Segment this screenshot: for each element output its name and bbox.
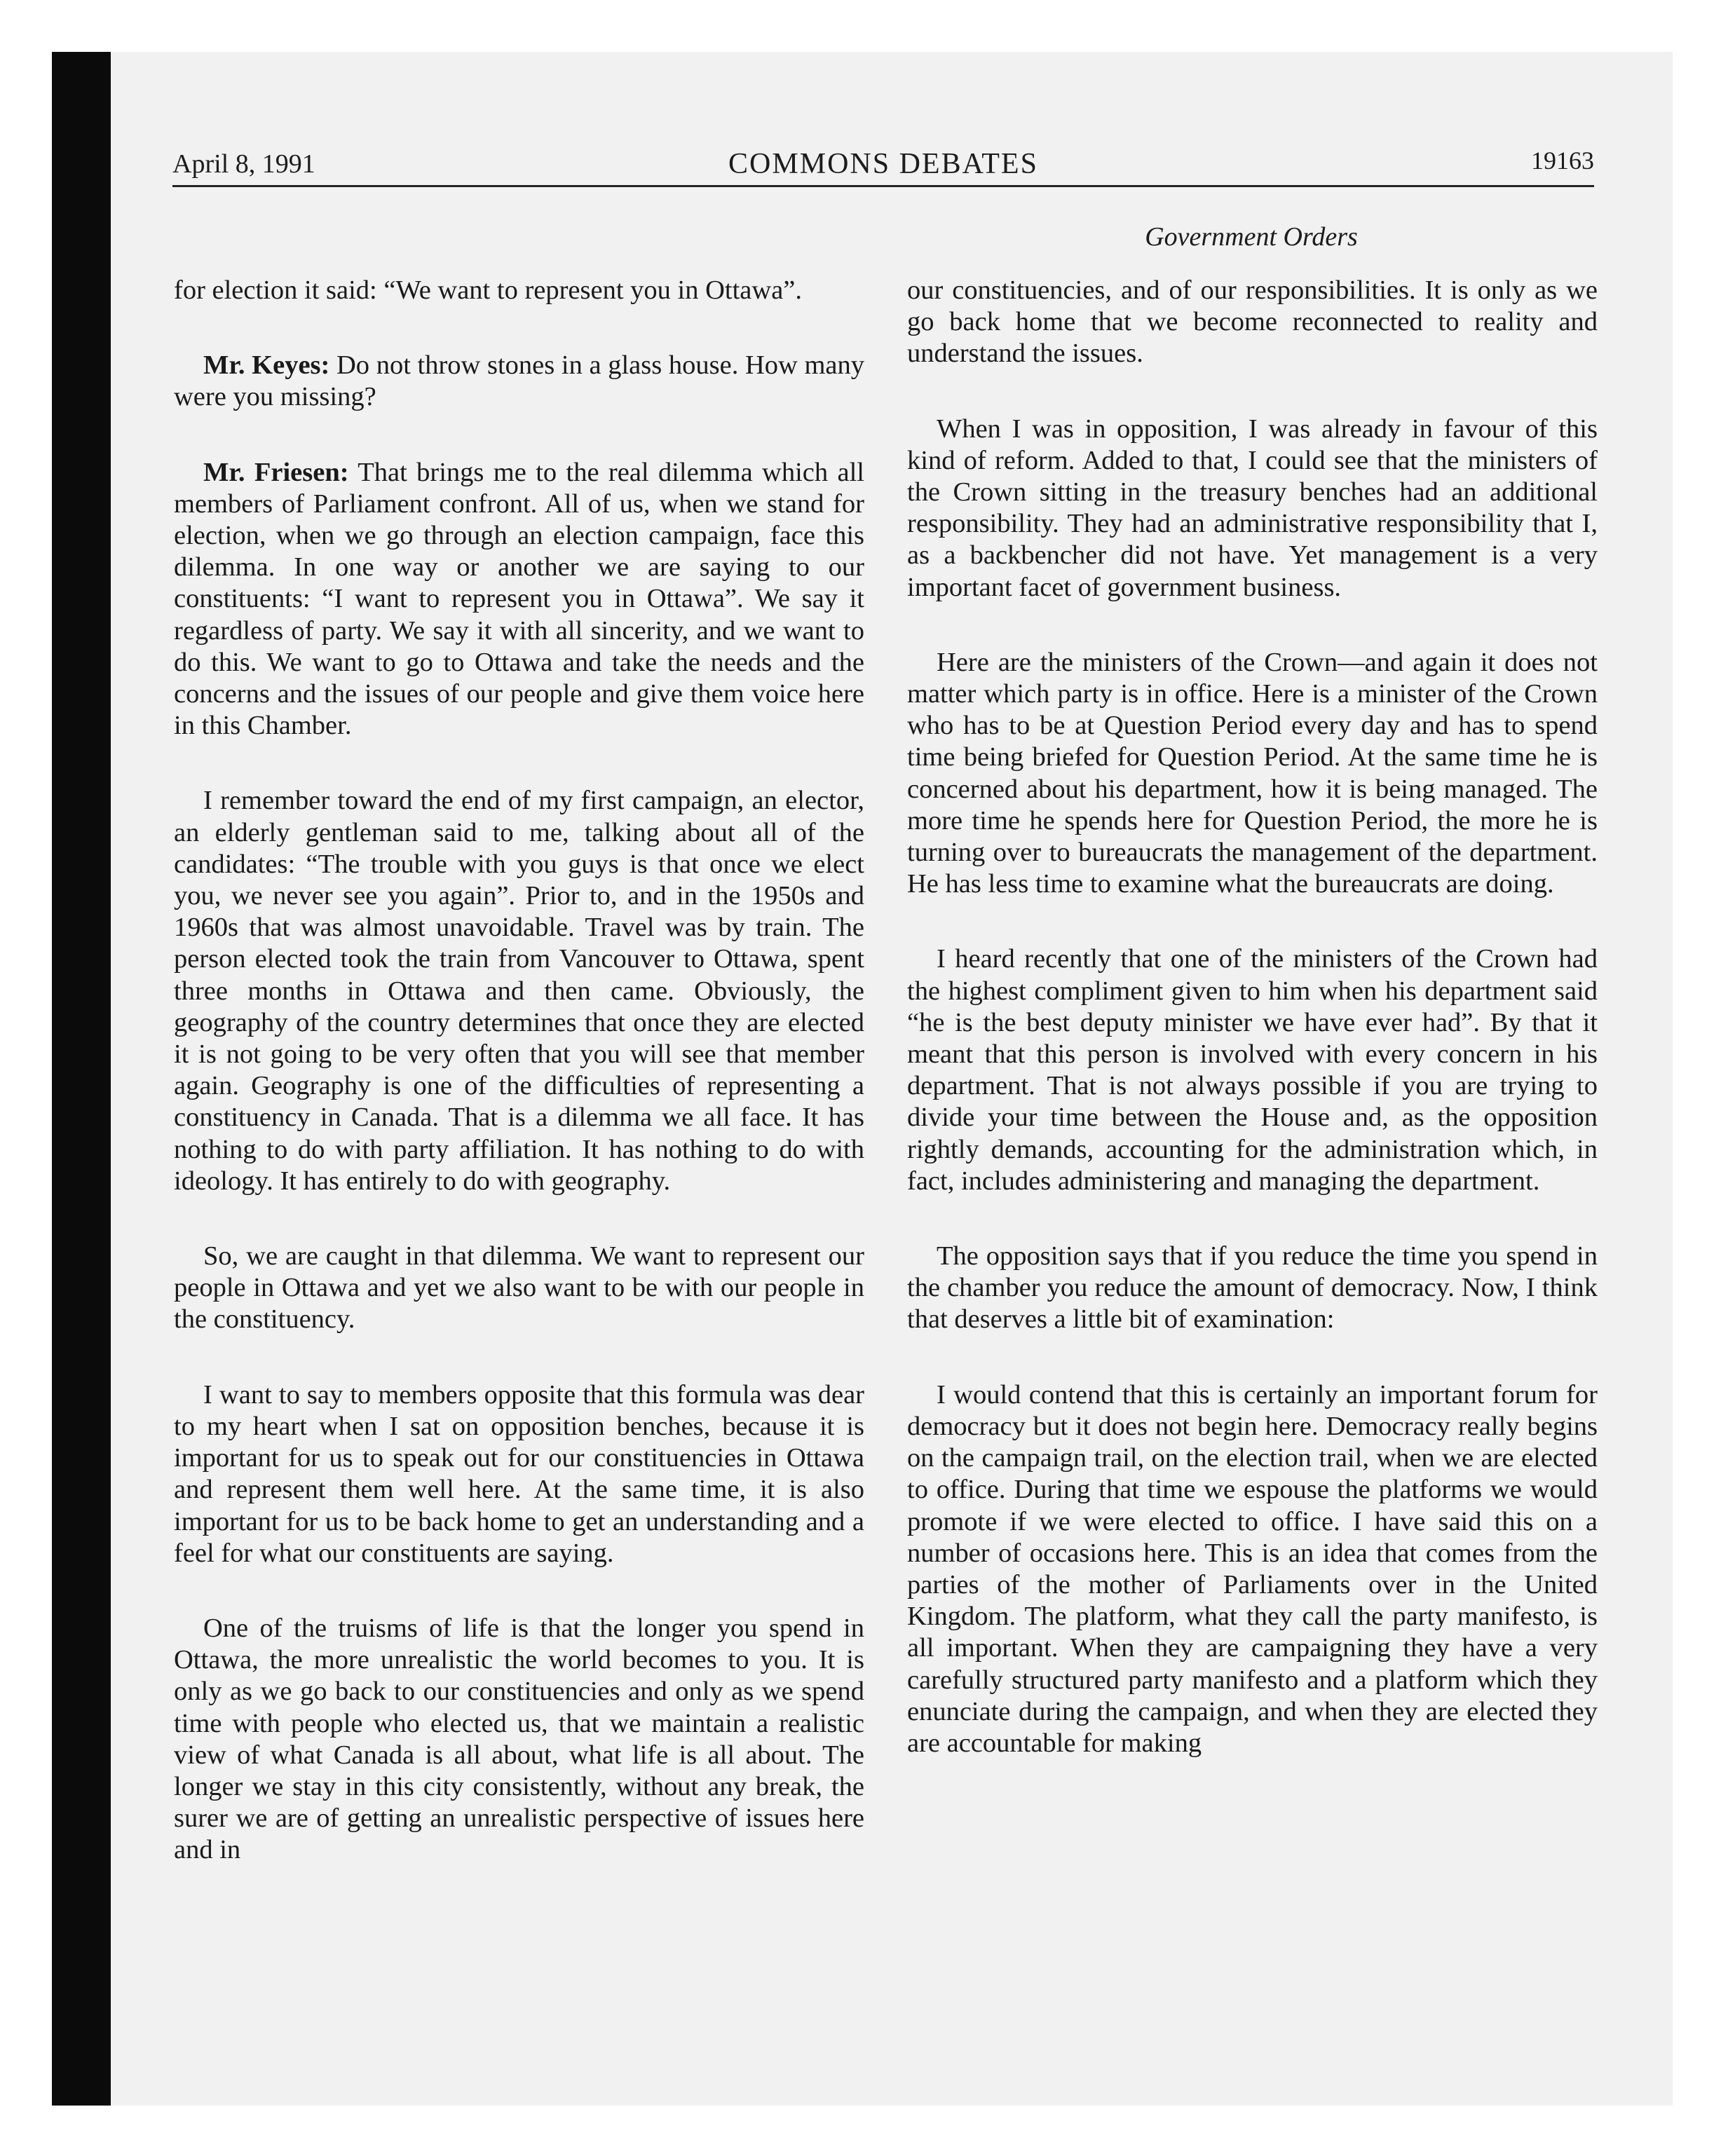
speech-text: That brings me to the real dilemma which all members of Parliament confront. All of us, when we stand for election, when we go through an election campaign, face this dilemma. In one way or another we are saying to our constituents: “I want to represent you in Ottawa”. We say it regardless of party. We say it with all sincerity, and we want to do this. We want to go to Ottawa and take the needs and the concerns and the issues of our people and give them voice here in this Chamber.: [174, 457, 864, 741]
paragraph: [174, 350, 864, 413]
paragraph: I heard recently that one of the ministers of the Crown had the highest compliment given to him when his department said “he is the best deputy minister we have ever had”. By that it meant that this person is involved with every concern in his department. That is not always possible if you are trying to divide your time between the House and, as the opposition rightly demands, accounting for the administration which, in fact, includes administering and managing the department.: [907, 944, 1598, 1196]
paragraph: I want to say to members opposite that this formula was dear to my heart when I sat on opposition benches, because it is important for us to speak out for our constituencies in Ottawa and represent them well here. At the same time, it is also important for us to be back home to get an understanding and a feel for what our constituents are saying.: [174, 1379, 864, 1568]
paragraph: One of the truisms of life is that the longer you spend in Ottawa, the more unrealistic the world becomes to you. It is only as we go back to our constituencies and only as we spend time with people who elected us, that we maintain a realistic view of what Canada is all about, what life is all about. The longer we stay in this city consistently, without any break, the surer we are of getting an unrealistic perspective of issues here and in: [174, 1613, 864, 1865]
right-column: [907, 275, 1598, 1759]
paragraph: I remember toward the end of my first campaign, an elector, an elderly gentleman said to me, talking about all of the candidates: “The trouble with you guys is that once we elect you, we never see you again”. Prior to, and in the 1950s and 1960s that was almost unavoidable. Travel was by train. The person elected took the train from Vancouver to Ottawa, spent three months in Ottawa and then came. Obviously, the geography of the country determines that once they are elected it is not going to be very often that you will see that member again. Geography is one of the difficulties of representing a constituency in Canada. That is a dilemma we all face. It has nothing to do with party affiliation. It has nothing to do with ideology. It has entirely to do with geography.: [174, 786, 864, 1196]
page-header: [172, 140, 1594, 187]
paragraph: The opposition says that if you reduce the time you spend in the chamber you reduce the amount of democracy. Now, I think that deserves a little bit of examination:: [907, 1241, 1598, 1335]
paragraph: Here are the ministers of the Crown—and again it does not matter which party is in office. Here is a minister of the Crown who has to be at Question Period every day and has to spend time being briefed for Question Period. At the same time he is concerned about his department, how it is being managed. The more time he spends here for Question Period, the more he is turning over to bureaucrats the management of the department. He has less time to examine what the bureaucrats are doing.: [907, 647, 1598, 899]
section-heading: Government Orders: [1145, 222, 1358, 252]
paragraph: I would contend that this is certainly an important forum for democracy but it does not begin here. Democracy really begins on the campaign trail, on the election trail, when we are elected to office. During that time we espouse the platforms we would promote if we were elected to office. I have said this on a number of occasions here. This is an idea that comes from the parties of the mother of Parliaments over in the United Kingdom. The platform, what they call the party manifesto, is all important. When they are campaigning they have a very carefully structured party manifesto and a platform which they enunciate during the campaign, and when they are elected they are accountable for making: [907, 1379, 1598, 1758]
paragraph: for election it said: “We want to represent you in Ottawa”.: [174, 275, 802, 305]
paragraph: When I was in opposition, I was already in favour of this kind of reform. Added to that, I could see that the ministers of the Crown sitting in the treasury benches had an additional responsibility. They had an administrative responsibility that I, as a backbencher did not have. Yet management is a very important facet of government business.: [907, 414, 1598, 602]
speaker-name: Mr. Keyes:: [203, 350, 330, 381]
header-page-number: 19163: [1531, 146, 1594, 175]
paragraph: our constituencies, and of our responsibilities. It is only as we go back home that we become reconnected to reality and understand the issues.: [907, 275, 1598, 369]
speaker-name: Mr. Friesen:: [203, 457, 349, 487]
scan-edge-bar: [52, 52, 111, 2106]
header-publication-title: COMMONS DEBATES: [728, 148, 1038, 180]
paragraph: So, we are caught in that dilemma. We want to represent our people in Ottawa and yet we also want to be with our people in the constituency.: [174, 1241, 864, 1335]
left-column: [174, 275, 864, 1867]
speech-text: Do not throw stones in a glass house. How many were you missing?: [174, 350, 864, 412]
paragraph: [174, 457, 864, 742]
header-date: April 8, 1991: [172, 149, 315, 179]
